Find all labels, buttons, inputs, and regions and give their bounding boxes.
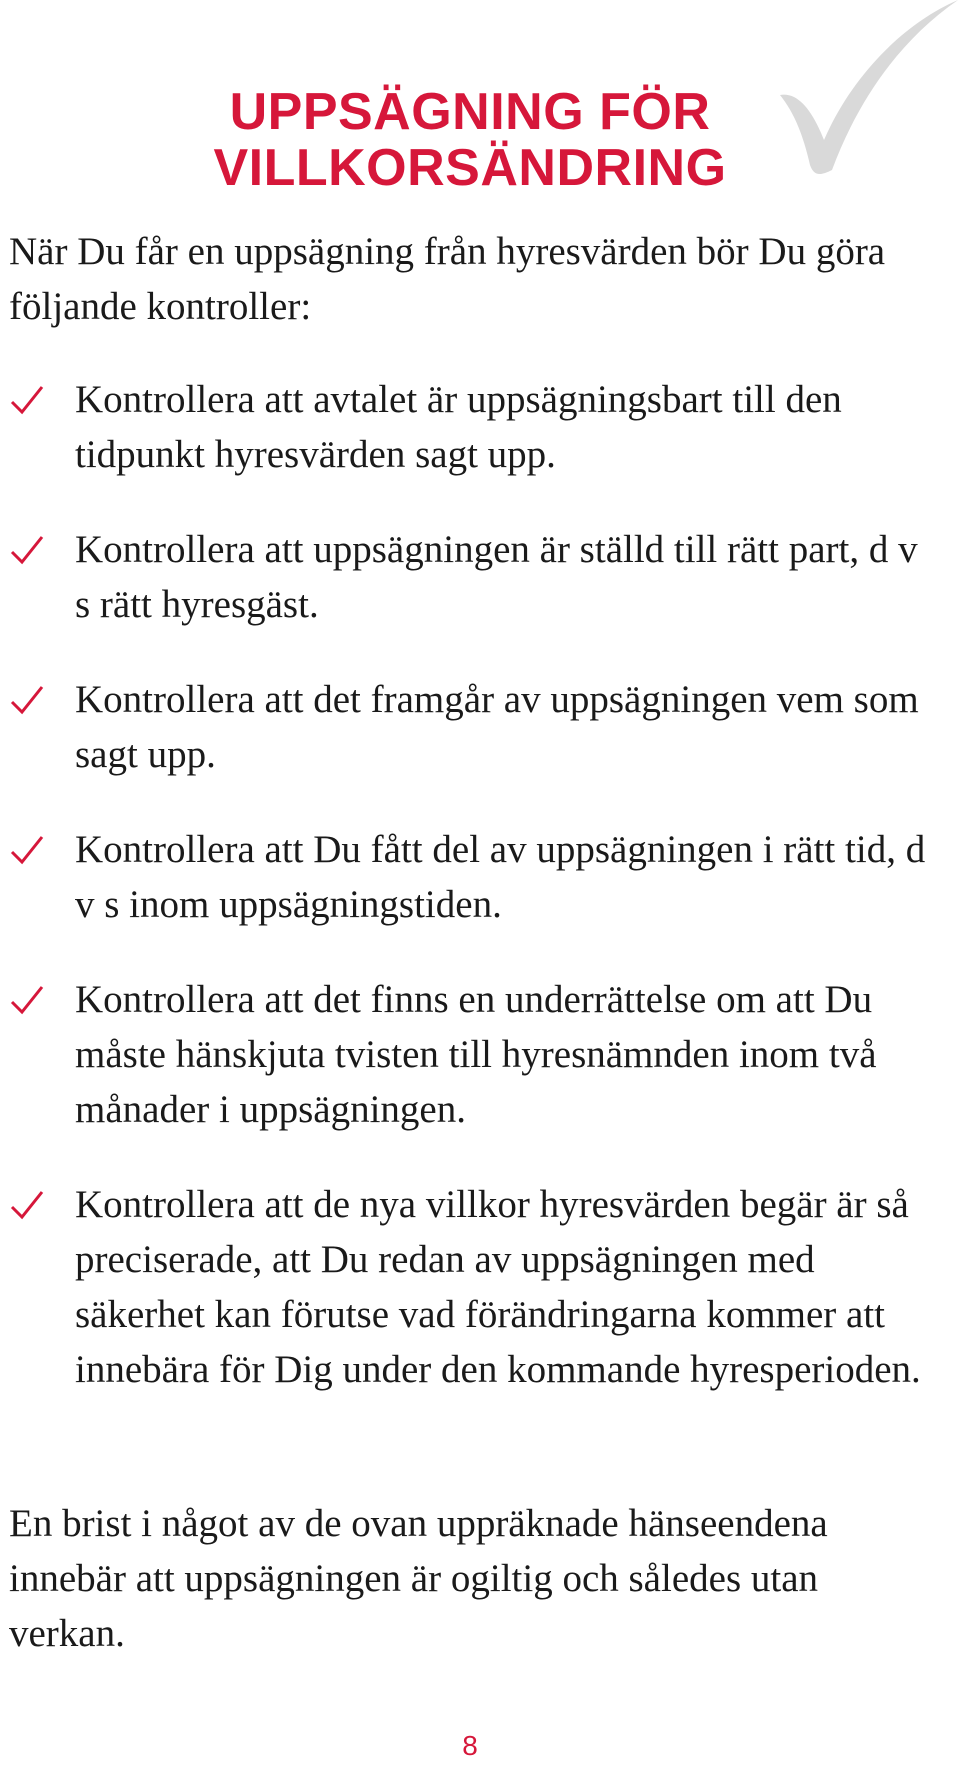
checklist-item-text: Kontrollera att de nya villkor hyresvärden begär är så preciserade, att Du redan av uppsägningen med säkerhet kan förutse vad förändringarna kommer att innebära för Dig under den kommande hyresperioden.	[75, 1183, 921, 1391]
checkmark-icon	[10, 1189, 44, 1223]
checkmark-icon	[10, 984, 44, 1018]
checkmark-icon	[10, 534, 44, 568]
checklist-item-text: Kontrollera att Du fått del av uppsägningen i rätt tid, d v s inom uppsägningstiden.	[75, 828, 926, 926]
checklist-item	[0, 672, 940, 782]
checklist-item	[0, 822, 940, 932]
checklist-item-text: Kontrollera att det finns en underrättelse om att Du måste hänskjuta tvisten till hyresnämnden inom två månader i uppsägningen.	[75, 978, 877, 1131]
checkmark-icon	[10, 684, 44, 718]
page-title-line-2: VILLKORSÄNDRING	[213, 139, 727, 197]
checklist-item	[0, 1177, 940, 1397]
checklist-item-text: Kontrollera att avtalet är uppsägningsbart till den tidpunkt hyresvärden sagt upp.	[75, 378, 842, 476]
checklist-item	[0, 372, 940, 482]
closing-paragraph: En brist i något av de ovan uppräknade hänseendena innebär att uppsägningen är ogiltig och således utan verkan.	[9, 1502, 828, 1655]
page-title-line-1: UPPSÄGNING FÖR	[229, 83, 711, 141]
checklist	[0, 372, 940, 1437]
checklist-item-text: Kontrollera att uppsägningen är ställd till rätt part, d v s rätt hyresgäst.	[75, 528, 918, 626]
checklist-item-text: Kontrollera att det framgår av uppsägningen vem som sagt upp.	[75, 678, 919, 776]
checkmark-icon	[10, 834, 44, 868]
checklist-item	[0, 972, 940, 1137]
page-number: 8	[462, 1730, 478, 1761]
intro-paragraph: När Du får en uppsägning från hyresvärden bör Du göra följande kontroller:	[9, 230, 886, 328]
page-title	[0, 84, 940, 196]
checkmark-icon	[10, 384, 44, 418]
checklist-item	[0, 522, 940, 632]
